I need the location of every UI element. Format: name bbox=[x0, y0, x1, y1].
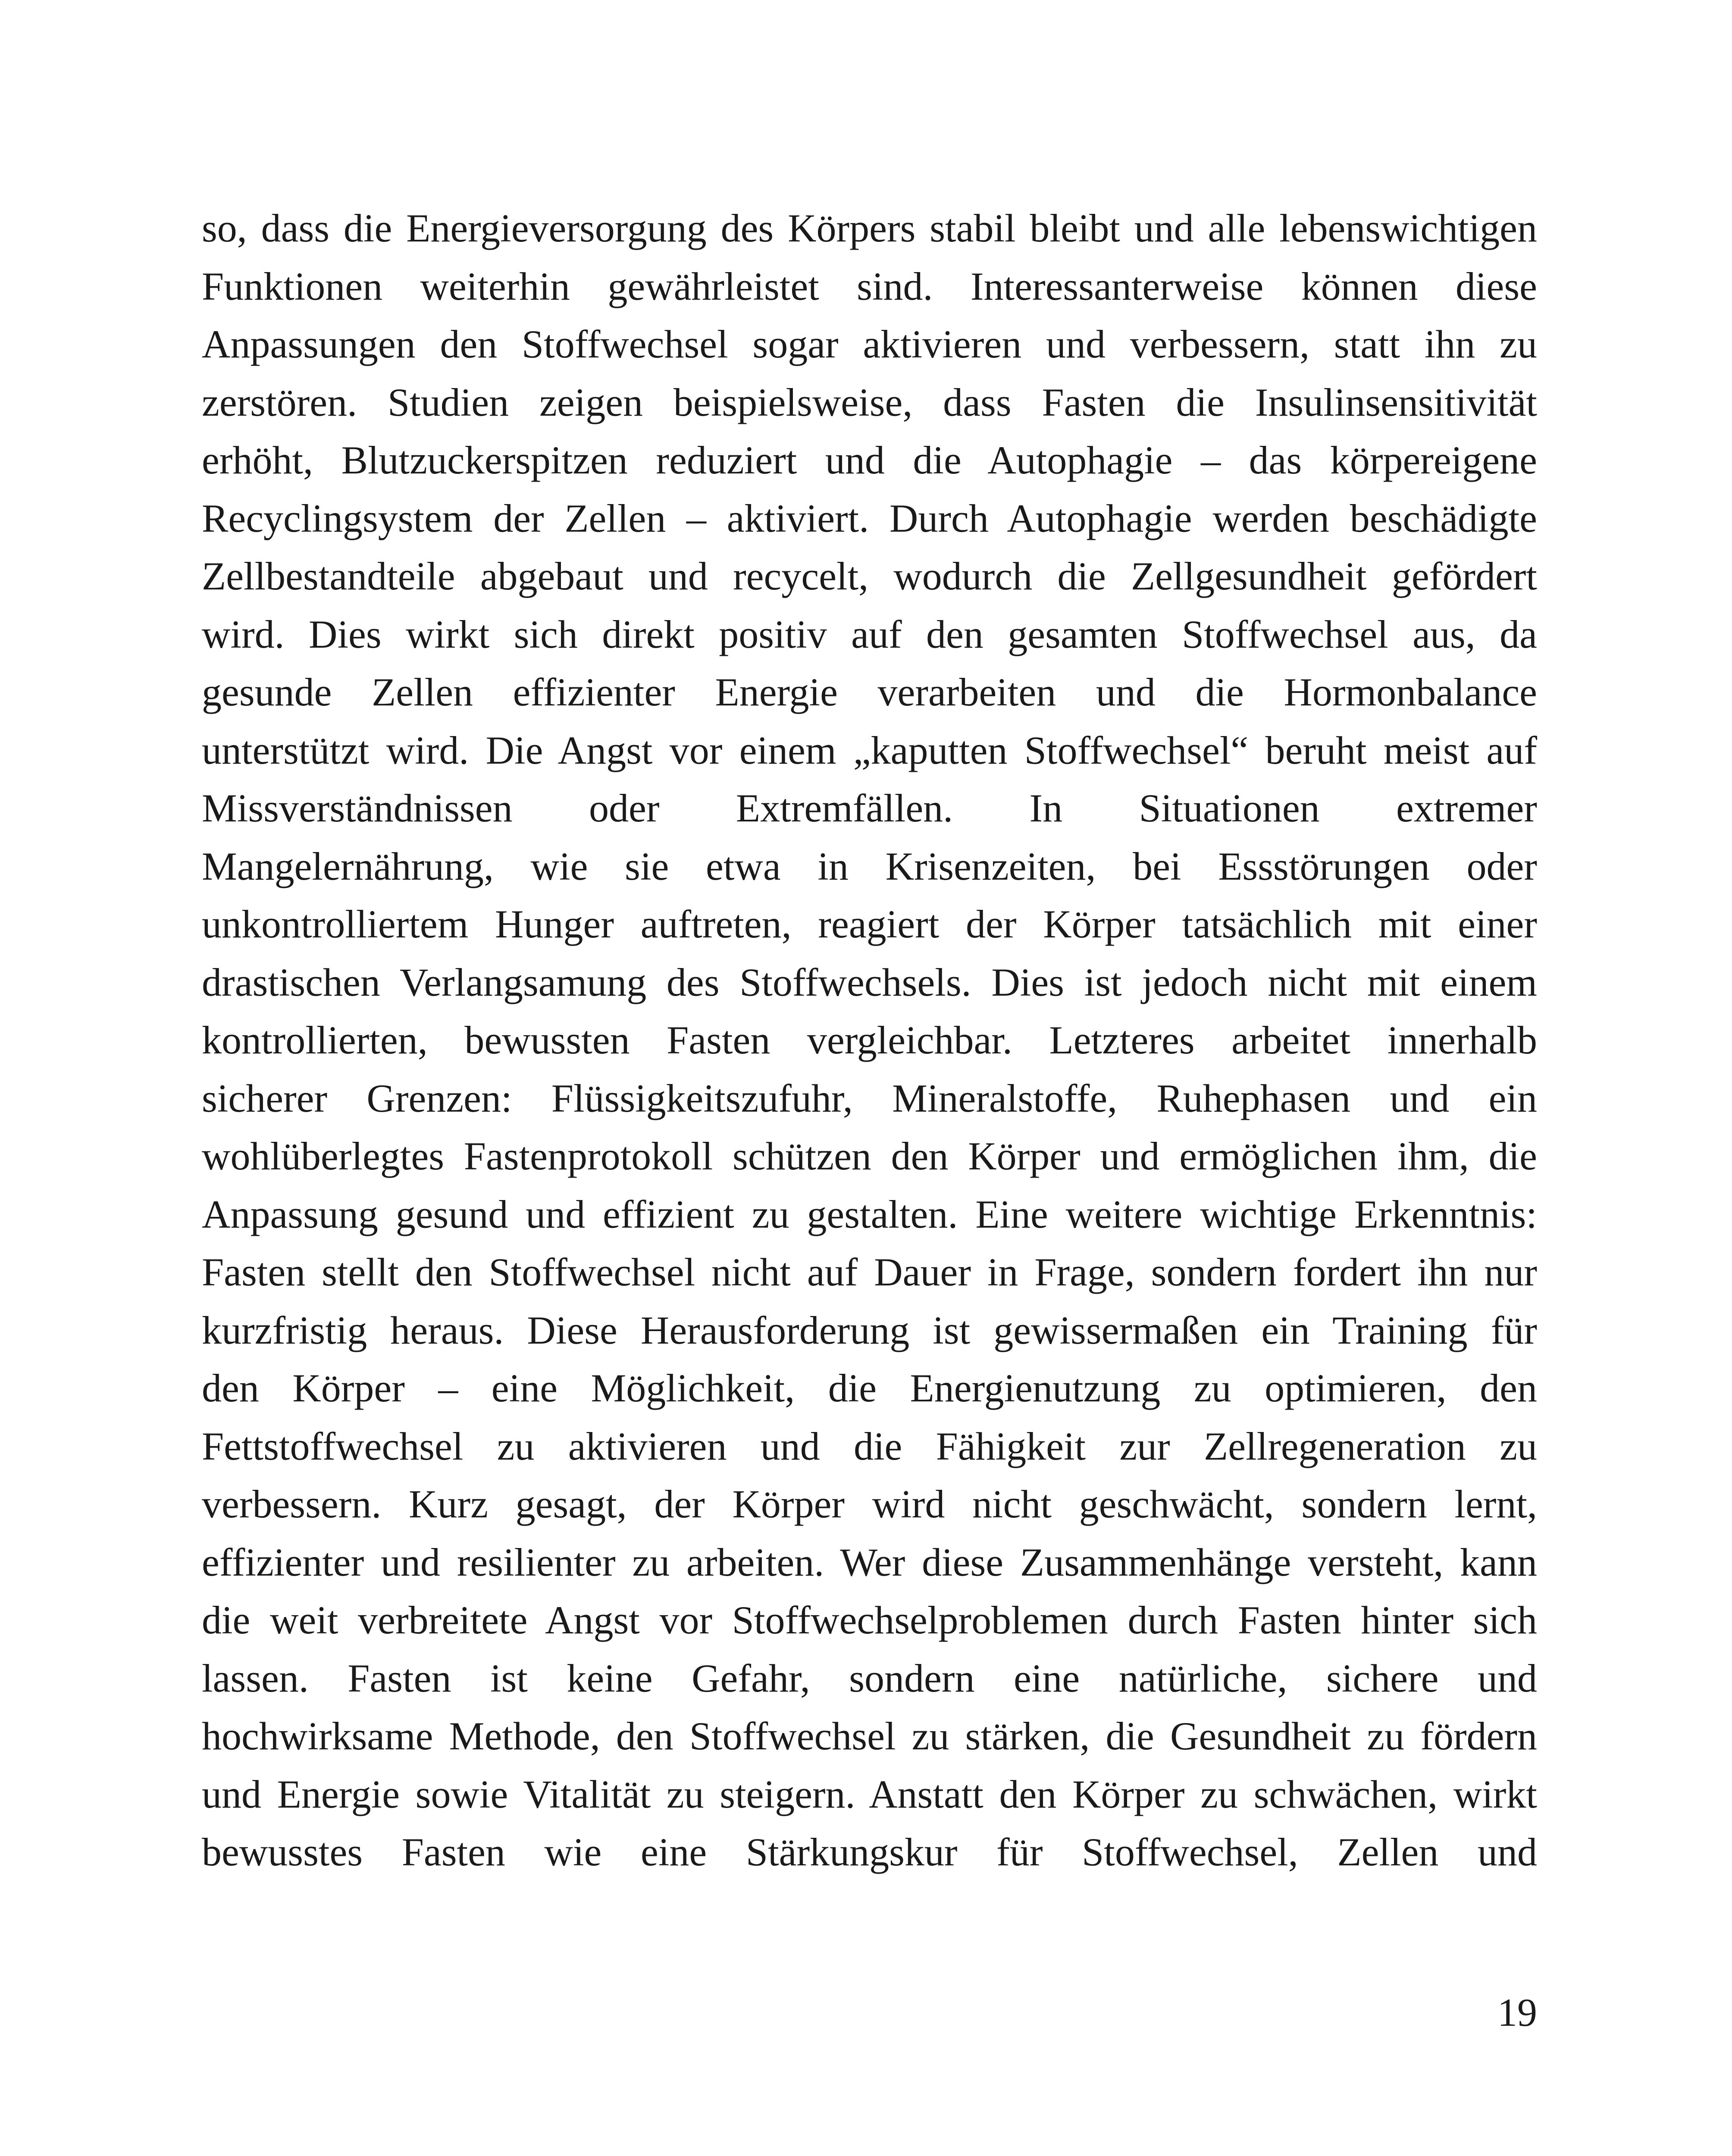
text-line: wird. Dies wirkt sich direkt positiv auf den gesamten Stoffwechsel aus, da bbox=[202, 612, 1537, 656]
text-line: Anpassungen den Stoffwechsel sogar aktivieren und verbessern, statt ihn zu bbox=[202, 322, 1537, 366]
text-line: wohlüberlegtes Fastenprotokoll schützen den Körper und ermöglichen ihm, die bbox=[202, 1134, 1537, 1178]
text-line: drastischen Verlangsamung des Stoffwechsels. Dies ist jedoch nicht mit einem bbox=[202, 960, 1537, 1004]
text-line: Anpassung gesund und effizient zu gestalten. Eine weitere wichtige Erkenntnis: bbox=[202, 1192, 1537, 1236]
text-line: die weit verbreitete Angst vor Stoffwechselproblemen durch Fasten hinter sich bbox=[202, 1598, 1537, 1642]
text-line: Fettstoffwechsel zu aktivieren und die Fähigkeit zur Zellregeneration zu bbox=[202, 1424, 1537, 1468]
text-line: verbessern. Kurz gesagt, der Körper wird nicht geschwächt, sondern lernt, bbox=[202, 1482, 1537, 1526]
text-line: hochwirksame Methode, den Stoffwechsel zu stärken, die Gesundheit zu fördern bbox=[202, 1714, 1537, 1758]
page-number: 19 bbox=[1497, 1990, 1537, 2034]
text-line: kurzfristig heraus. Diese Herausforderung ist gewissermaßen ein Training für bbox=[202, 1308, 1537, 1352]
text-line: zerstören. Studien zeigen beispielsweise, dass Fasten die Insulinsensitivität bbox=[202, 380, 1537, 424]
body-paragraph bbox=[202, 199, 1537, 1881]
text-line: Funktionen weiterhin gewährleistet sind. Interessanterweise können diese bbox=[202, 264, 1537, 308]
text-line: kontrollierten, bewussten Fasten vergleichbar. Letzteres arbeitet innerhalb bbox=[202, 1018, 1537, 1062]
text-line: Fasten stellt den Stoffwechsel nicht auf Dauer in Frage, sondern fordert ihn nur bbox=[202, 1250, 1537, 1294]
text-line: lassen. Fasten ist keine Gefahr, sondern eine natürliche, sichere und bbox=[202, 1656, 1537, 1700]
text-line: effizienter und resilienter zu arbeiten. Wer diese Zusammenhänge versteht, kann bbox=[202, 1540, 1537, 1584]
text-line: sicherer Grenzen: Flüssigkeitszufuhr, Mineralstoffe, Ruhephasen und ein bbox=[202, 1076, 1537, 1120]
text-line: Mangelernährung, wie sie etwa in Krisenzeiten, bei Essstörungen oder bbox=[202, 844, 1537, 888]
text-line: den Körper – eine Möglichkeit, die Energienutzung zu optimieren, den bbox=[202, 1366, 1537, 1410]
text-line: unkontrolliertem Hunger auftreten, reagiert der Körper tatsächlich mit einer bbox=[202, 902, 1537, 946]
text-line: Zellbestandteile abgebaut und recycelt, wodurch die Zellgesundheit gefördert bbox=[202, 554, 1537, 598]
text-line: Recyclingsystem der Zellen – aktiviert. Durch Autophagie werden beschädigte bbox=[202, 496, 1537, 540]
text-line: Missverständnissen oder Extremfällen. In Situationen extremer bbox=[202, 786, 1537, 830]
text-line: so, dass die Energieversorgung des Körpers stabil bleibt und alle lebenswichtigen bbox=[202, 206, 1537, 250]
text-line: und Energie sowie Vitalität zu steigern. Anstatt den Körper zu schwächen, wirkt bbox=[202, 1772, 1537, 1816]
text-line: erhöht, Blutzuckerspitzen reduziert und die Autophagie – das körpereigene bbox=[202, 438, 1537, 482]
text-line: gesunde Zellen effizienter Energie verarbeiten und die Hormonbalance bbox=[202, 670, 1537, 714]
text-line: unterstützt wird. Die Angst vor einem „kaputten Stoffwechsel“ beruht meist auf bbox=[202, 728, 1537, 772]
text-line: bewusstes Fasten wie eine Stärkungskur für Stoffwechsel, Zellen und bbox=[202, 1830, 1537, 1874]
